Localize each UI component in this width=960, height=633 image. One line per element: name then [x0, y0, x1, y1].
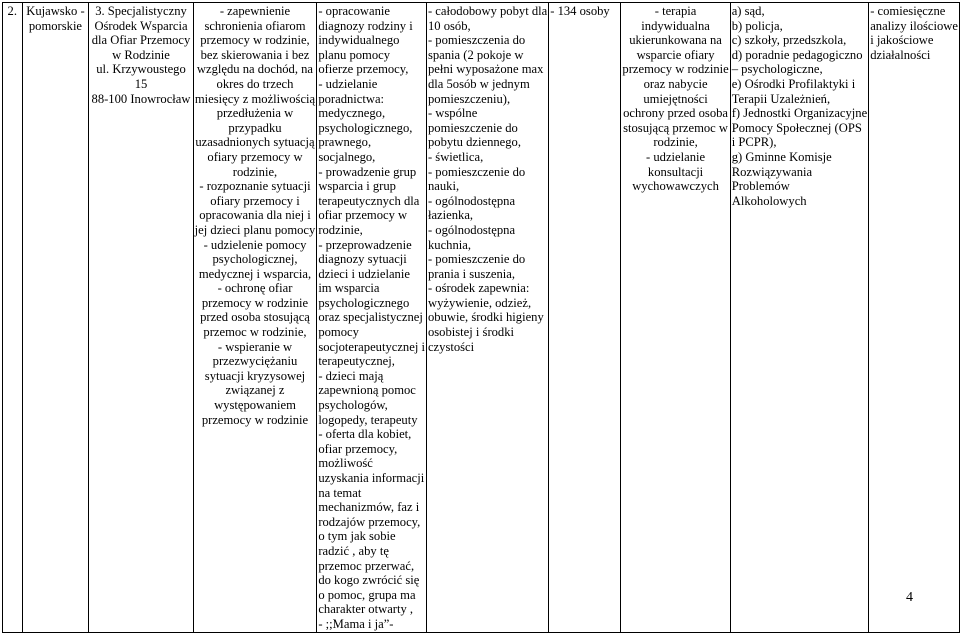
text-line: działalności [870, 47, 931, 62]
text-line: ochrony przed osoba [623, 106, 729, 121]
text-line: g) Gminne Komisje [731, 149, 832, 164]
text-line: psychologów, [318, 398, 388, 413]
text-line: oraz nabycie [643, 76, 708, 91]
text-line: - rozpoznanie sytuacji [199, 179, 311, 194]
text-line: prawnego, [318, 135, 372, 150]
text-line: b) policja, [731, 18, 783, 33]
text-line: wyżywienie, odzież, [427, 295, 532, 310]
text-line: do kogo zwrócić się [318, 573, 420, 588]
text-line: - zapewnienie [219, 4, 291, 18]
text-line: medycznego, [318, 106, 386, 121]
cell-text [732, 4, 867, 208]
text-line: a) sąd, [731, 4, 765, 18]
text-line: dzieci i udzielanie [318, 266, 410, 281]
text-line: ofiary przemocy i [210, 193, 300, 208]
text-line: 88-100 Inowrocław [91, 91, 191, 106]
cell-text [318, 4, 425, 632]
text-line: - comiesięczne [870, 4, 946, 18]
text-line: - udzielanie [318, 76, 378, 91]
cell-text [428, 4, 547, 354]
text-line: umiejętności [643, 91, 708, 106]
text-line: przemoc w rodzinie, [203, 325, 307, 340]
text-line: związanej z [225, 383, 285, 398]
text-line: Rozwiązywania [731, 164, 813, 179]
text-line: miesięcy z możliwością [194, 91, 316, 106]
text-line: ofierze przemocy, [318, 62, 409, 77]
text-line: o tym jak sobie [318, 529, 396, 544]
text-line: wsparcia i grup [318, 179, 396, 194]
text-line: pełni wyposażone max [427, 62, 544, 77]
text-line: – psychologiczne, [731, 62, 823, 77]
text-line: im wsparcia [318, 281, 380, 296]
cell-text [870, 4, 958, 62]
text-line: logopedy, terapeuty [318, 412, 418, 427]
text-line: - pomieszczenie do [427, 252, 526, 267]
text-line: stosującą przemoc w [623, 120, 729, 135]
text-line: osobistej i środki [427, 325, 515, 340]
text-line: socjoterapeutycznej i [318, 339, 425, 354]
text-line: psychologicznego [318, 295, 410, 310]
text-line: - wspólne [427, 106, 478, 121]
text-line: Ośrodek Wsparcia [94, 18, 188, 33]
text-line: pomieszczenie do [427, 120, 518, 135]
text-line: nauki, [427, 179, 460, 194]
text-line: c) szkoły, przedszkola, [731, 33, 847, 48]
text-line: sytuacji kryzysowej [204, 368, 306, 383]
text-line: analizy ilościowe [870, 18, 958, 33]
text-line: dla 5osób w jednym [427, 76, 530, 91]
cell-text [4, 4, 21, 19]
text-line: mechanizmów, faz i [318, 500, 420, 515]
text-line: spania (2 pokoje w [427, 47, 524, 62]
text-line: w Rodzinie [112, 47, 170, 62]
text-line: przemocy w rodzinie [622, 62, 729, 77]
text-line: e) Ośrodki Profilaktyki i [731, 76, 856, 91]
text-line: - pomieszczenie do [427, 164, 526, 179]
text-line: terapeutycznych dla [318, 193, 420, 208]
text-line: pomieszczeniu), [427, 91, 511, 106]
cell-region [22, 3, 89, 633]
cell-persons-count [549, 3, 621, 633]
cell-text [550, 4, 619, 19]
text-line: wychowawczych [632, 179, 719, 194]
text-line: konsultacji [647, 164, 704, 179]
text-line: uzasadnionych sytuacją [195, 135, 315, 150]
text-line: - dzieci mają [318, 368, 384, 383]
text-line: 15 [134, 76, 148, 91]
text-line: charakter otwarty , [318, 602, 414, 617]
text-line: rodzinie, [653, 135, 698, 150]
text-line: ofiary przemocy w [207, 149, 303, 164]
text-line: o pomoc, grupa ma [318, 587, 416, 602]
text-line: Pomocy Społecznej (OPS [731, 120, 862, 135]
text-line: przezwyciężaniu [212, 354, 298, 369]
text-line: d) poradnie pedagogiczno [731, 47, 863, 62]
text-line: na temat [318, 485, 362, 500]
text-line: socjalnego, [318, 149, 376, 164]
text-line: przedłużenia w [216, 106, 294, 121]
text-line: - pomieszczenia do [427, 33, 526, 48]
text-line: - ogólnodostępna [427, 222, 516, 237]
text-line: pomorskie [28, 18, 83, 33]
text-line: bez skierowania i bez [200, 47, 310, 62]
text-line: medycznej i wsparcia, [198, 266, 312, 281]
text-line: kuchnia, [427, 237, 471, 252]
text-line: łazienka, [427, 208, 474, 223]
text-line: i jakościowe [870, 33, 934, 48]
document-table [2, 2, 960, 633]
text-line: psychologicznej, [212, 252, 298, 267]
cell-number [3, 3, 23, 633]
text-line: indywidualna [641, 18, 710, 33]
text-line: pobytu dziennego, [427, 135, 522, 150]
text-line: 2. [7, 4, 17, 18]
text-line: 3. Specjalistyczny [95, 4, 187, 18]
cell-evaluation [869, 3, 960, 633]
text-line: ul. Krzywoustego [96, 62, 186, 77]
text-line: psychologicznego, [318, 120, 413, 135]
text-line: uzyskania informacji [318, 471, 425, 485]
text-line: przemocy w rodzinie [201, 295, 309, 310]
text-line: - wspieranie w [217, 339, 293, 354]
text-line: planu pomocy [318, 47, 391, 62]
text-line: f) Jednostki Organizacyjne [731, 106, 868, 121]
text-line: czystości [427, 339, 475, 354]
cell-cooperation [730, 3, 868, 633]
text-line: - udzielanie [646, 149, 706, 164]
text-line: wsparcie ofiary [636, 47, 715, 62]
text-line: - udzielenie pomocy [203, 237, 307, 252]
text-line: - ośrodek zapewnia: [427, 281, 530, 296]
text-line: występowaniem [214, 398, 296, 413]
text-line: - całodobowy pobyt dla [427, 4, 548, 18]
text-line: względu na dochód, na [196, 62, 314, 77]
cell-conditions [426, 3, 548, 633]
cell-therapy [621, 3, 730, 633]
text-line: ukierunkowana na [629, 33, 722, 48]
text-line: Problemów [731, 179, 790, 194]
text-line: możliwość [318, 456, 373, 471]
text-line: rodzinie, [318, 222, 363, 237]
text-line: ofiar przemocy, [318, 441, 398, 456]
text-line: i PCPR), [731, 135, 777, 150]
text-line: Alkoholowych [731, 193, 807, 208]
text-line: radzić , aby tę [318, 543, 389, 558]
text-line: 10 osób, [427, 18, 471, 33]
text-line: terapeutycznej, [318, 354, 395, 369]
cell-text [195, 4, 316, 427]
text-line: pomocy [318, 325, 359, 340]
cell-text [90, 4, 191, 106]
text-line: - świetlica, [427, 149, 484, 164]
cell-text [24, 4, 88, 33]
text-line: - opracowanie [318, 4, 390, 18]
text-line: diagnozy rodziny i [318, 18, 413, 33]
page-number: 4 [906, 590, 913, 605]
text-line: opracowania dla niej i [199, 208, 311, 223]
text-line: Terapii Uzależnień, [731, 91, 831, 106]
text-line: - ;;Mama i ja”- [318, 616, 394, 631]
text-line: - oferta dla kobiet, [318, 427, 412, 442]
text-line: przemoc przerwać, [318, 558, 415, 573]
text-line: przypadku [228, 120, 282, 135]
text-line: - 134 osoby [550, 4, 610, 18]
text-line: zapewnioną pomoc [318, 383, 416, 398]
text-line: prania i suszenia, [427, 266, 516, 281]
text-line: oraz specjalistycznej [318, 310, 423, 325]
table-row [3, 3, 960, 633]
text-line: schronienia ofiarom [204, 18, 306, 33]
text-line: przed osoba stosującą [200, 310, 310, 325]
cell-institution [89, 3, 193, 633]
text-line: Kujawsko - [26, 4, 85, 18]
text-line: ofiar przemocy w [318, 208, 408, 223]
cell-text [622, 4, 728, 194]
text-line: jej dzieci planu pomocy [194, 222, 316, 237]
text-line: - ochronę ofiar [217, 281, 293, 296]
text-line: dla Ofiar Przemocy [91, 33, 191, 48]
text-line: okres do trzech [216, 76, 294, 91]
text-line: - ogólnodostępna [427, 193, 516, 208]
text-line: - prowadzenie grup [318, 164, 417, 179]
text-line: poradnictwa: [318, 91, 385, 106]
text-line: indywidualnego [318, 33, 400, 48]
text-line: - przeprowadzenie [318, 237, 412, 252]
text-line: przemocy w rodzinie [201, 412, 309, 427]
text-line: rodzajów przemocy, [318, 514, 421, 529]
cell-tasks [193, 3, 317, 633]
cell-forms-of-help [317, 3, 427, 633]
text-line: - terapia [654, 4, 697, 18]
text-line: diagnozy sytuacji [318, 252, 407, 267]
text-line: rodzinie, [232, 164, 278, 179]
text-line: przemocy w rodzinie, [200, 33, 310, 48]
text-line: obuwie, środki higieny [427, 310, 544, 325]
